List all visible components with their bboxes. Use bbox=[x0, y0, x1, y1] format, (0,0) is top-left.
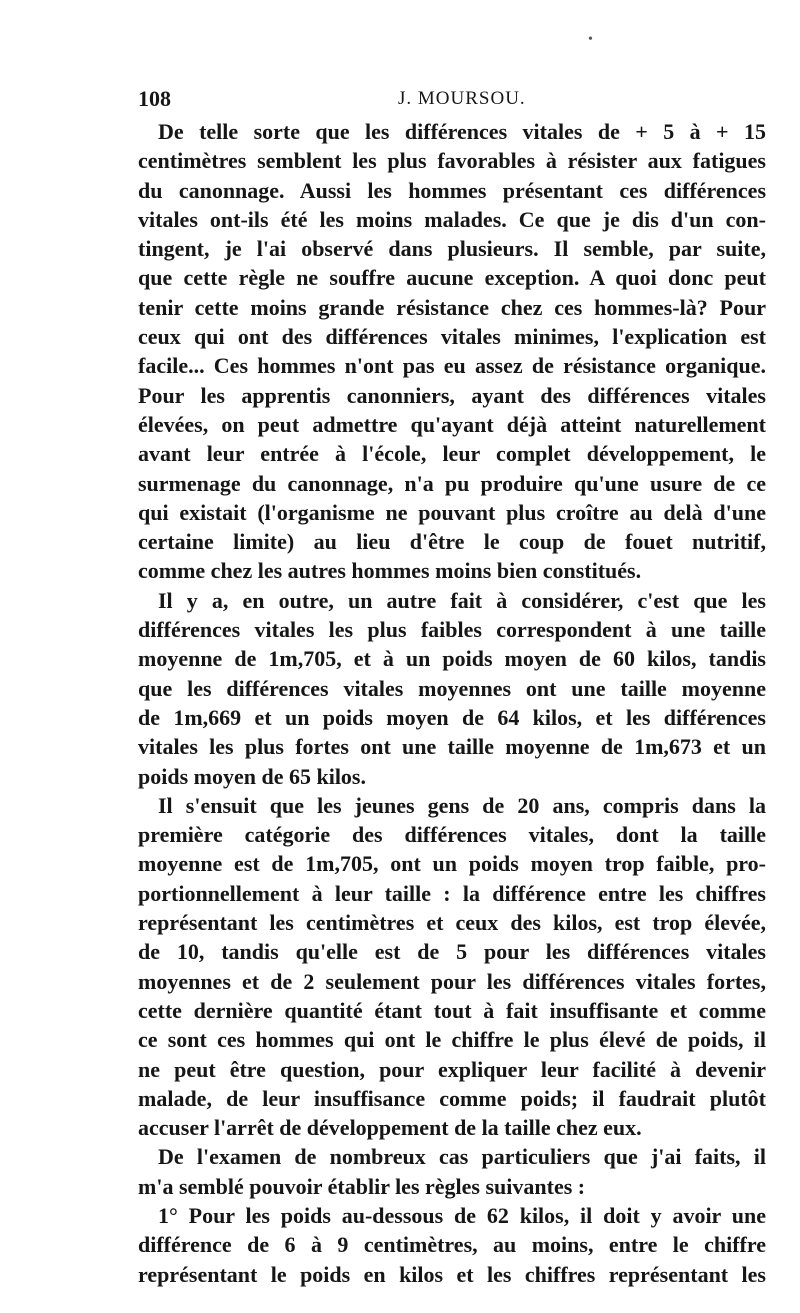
text-line: qui existait (l'organisme ne pouvant plus croître au delà d'une bbox=[138, 499, 766, 525]
text-line: différences vitales les plus faibles correspondent à une taille bbox=[138, 617, 766, 643]
text-line: élevées, on peut admettre qu'ayant déjà atteint naturellement bbox=[138, 411, 766, 437]
text-line: du canonnage. Aussi les hommes présentant ces différences bbox=[138, 177, 766, 203]
text-line: accuser l'arrêt de développement de la taille chez eux. bbox=[138, 1115, 642, 1141]
text-line: 1° Pour les poids au-dessous de 62 kilos, il doit y avoir une bbox=[158, 1202, 766, 1228]
text-line: ne peut être question, pour expliquer leur facilité à devenir bbox=[138, 1056, 766, 1082]
text-line: de 10, tandis qu'elle est de 5 pour les différences vitales bbox=[138, 939, 766, 965]
page-number: 108 bbox=[138, 86, 171, 111]
text-line: tenir cette moins grande résistance chez ces hommes-là? Pour bbox=[138, 294, 766, 320]
body-text bbox=[138, 117, 766, 1289]
text-line: représentant les centimètres et ceux des kilos, est trop élevée, bbox=[138, 910, 766, 936]
text-line: De l'examen de nombreux cas particuliers que j'ai faits, il bbox=[158, 1144, 766, 1170]
page-header bbox=[138, 86, 766, 116]
text-line: malade, de leur insuffisance comme poids; il faudrait plutôt bbox=[138, 1085, 766, 1111]
running-head: J. MOURSOU. bbox=[398, 88, 526, 109]
text-line: Il y a, en outre, un autre fait à considérer, c'est que les bbox=[158, 587, 766, 613]
text-line: comme chez les autres hommes moins bien constitués. bbox=[138, 558, 642, 584]
text-line: avant leur entrée à l'école, leur complet développement, le bbox=[138, 441, 766, 467]
text-line: m'a semblé pouvoir établir les règles suivantes : bbox=[138, 1173, 586, 1199]
text-line: que les différences vitales moyennes ont une taille moyenne bbox=[138, 675, 766, 701]
text-line: différence de 6 à 9 centimètres, au moins, entre le chiffre bbox=[138, 1232, 766, 1258]
text-line: Pour les apprentis canonniers, ayant des différences vitales bbox=[138, 382, 766, 408]
text-line: De telle sorte que les différences vitales de + 5 à + 15 bbox=[158, 119, 766, 144]
text-line: de 1m,669 et un poids moyen de 64 kilos, et les différences bbox=[138, 704, 766, 730]
text-line: vitales ont-ils été les moins malades. Ce que je dis d'un con- bbox=[138, 206, 766, 232]
text-line: ce sont ces hommes qui ont le chiffre le plus élevé de poids, il bbox=[138, 1027, 766, 1053]
text-line: portionnellement à leur taille : la différence entre les chiffres bbox=[138, 880, 766, 906]
text-line: facile... Ces hommes n'ont pas eu assez de résistance organique. bbox=[138, 353, 766, 379]
text-line: moyennes et de 2 seulement pour les différences vitales fortes, bbox=[138, 968, 766, 994]
speck-mark: • bbox=[588, 32, 593, 47]
text-line: Il s'ensuit que les jeunes gens de 20 ans, compris dans la bbox=[158, 792, 766, 818]
text-line: vitales les plus fortes ont une taille moyenne de 1m,673 et un bbox=[138, 734, 766, 760]
text-line: ceux qui ont des différences vitales minimes, l'explication est bbox=[138, 324, 766, 350]
text-line: tingent, je l'ai observé dans plusieurs. Il semble, par suite, bbox=[138, 236, 766, 262]
text-line: certaine limite) au lieu d'être le coup de fouet nutritif, bbox=[138, 529, 766, 555]
text-line: moyenne de 1m,705, et à un poids moyen de 60 kilos, tandis bbox=[138, 646, 766, 672]
text-line: surmenage du canonnage, n'a pu produire qu'une usure de ce bbox=[138, 470, 766, 496]
text-line: représentant le poids en kilos et les chiffres représentant les bbox=[138, 1261, 766, 1287]
text-line: première catégorie des différences vitales, dont la taille bbox=[138, 822, 766, 848]
text-line: poids moyen de 65 kilos. bbox=[138, 763, 366, 789]
text-line: centimètres semblent les plus favorables à résister aux fatigues bbox=[138, 148, 766, 174]
text-line: moyenne est de 1m,705, ont un poids moyen trop faible, pro- bbox=[138, 851, 766, 877]
text-line: que cette règle ne souffre aucune exception. A quoi donc peut bbox=[138, 265, 766, 291]
text-line: cette dernière quantité étant tout à fait insuffisante et comme bbox=[138, 997, 766, 1023]
